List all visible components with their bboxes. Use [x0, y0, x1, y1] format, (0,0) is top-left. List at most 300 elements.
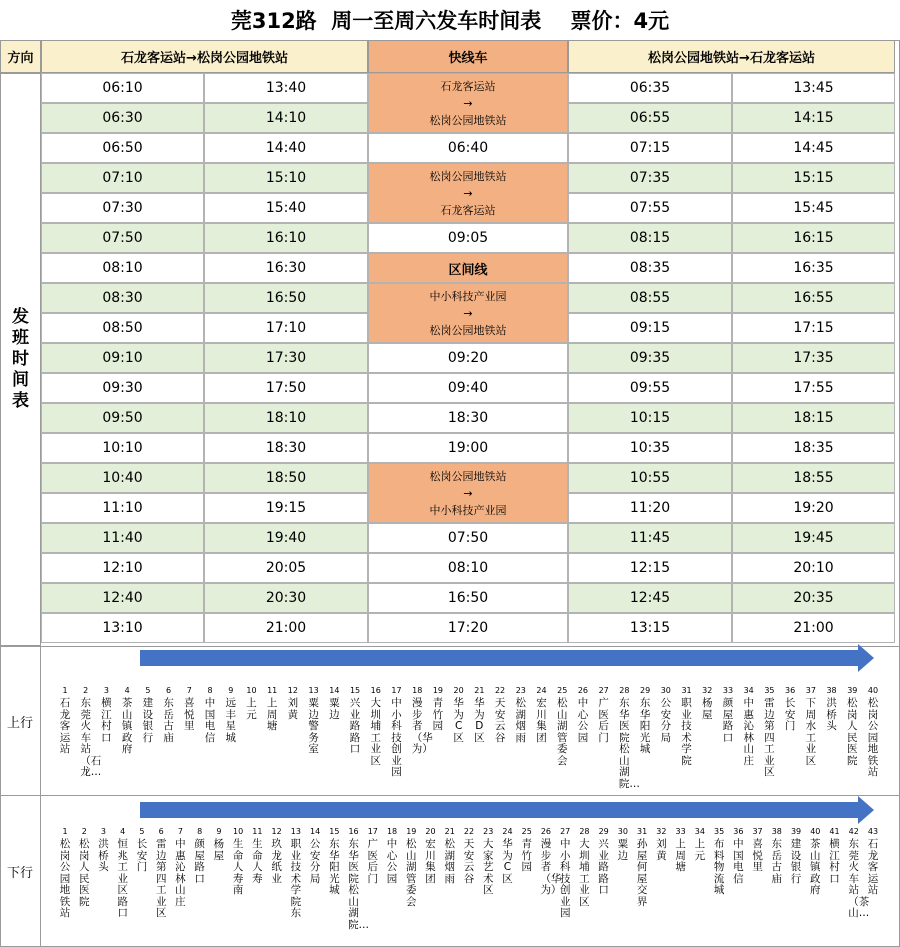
stop-number: 25 — [557, 686, 568, 695]
stop-name: 大家艺术区 — [482, 838, 494, 896]
stop-number: 33 — [675, 827, 686, 836]
departure-time-cell: 15:45 — [732, 193, 895, 223]
departure-time-cell: 11:40 — [41, 523, 204, 553]
route-stop — [511, 685, 531, 744]
stop-number: 23 — [515, 686, 526, 695]
route-stop — [759, 685, 779, 779]
departure-time-cell: 20:30 — [204, 583, 368, 613]
stop-name: 职业技术学院 — [681, 697, 692, 767]
stop-name: 喜悦里 — [752, 838, 763, 873]
departure-time-cell: 09:30 — [41, 373, 204, 403]
departure-time-cell: 17:35 — [732, 343, 895, 373]
stop-number: 20 — [425, 827, 436, 836]
express-time: 09:40 — [368, 373, 568, 403]
departure-time-cell: 11:45 — [568, 523, 732, 553]
stop-number: 13 — [308, 686, 319, 695]
departure-time-cell: 16:55 — [732, 283, 895, 313]
route-stop — [113, 826, 133, 920]
route-stop — [401, 826, 421, 908]
stop-number: 6 — [166, 686, 172, 695]
departure-time-cell: 12:45 — [568, 583, 732, 613]
route-stop — [614, 685, 640, 790]
stop-name: 松岗公园地铁站 — [867, 697, 879, 778]
route-stop — [801, 685, 821, 767]
departure-time-cell: 17:50 — [204, 373, 368, 403]
stop-number: 32 — [656, 827, 667, 836]
departure-time-cell: 08:50 — [41, 313, 204, 343]
departure-time-cell: 08:10 — [41, 253, 204, 283]
route-stop — [497, 826, 517, 885]
departure-time-cell: 16:35 — [732, 253, 895, 283]
stop-number: 30 — [617, 827, 628, 836]
stop-name: 喜悦里 — [184, 697, 195, 732]
route-stop — [228, 826, 248, 897]
route-stop — [594, 685, 614, 744]
route-stop — [536, 826, 562, 897]
route-stop — [718, 685, 738, 744]
route-arrow: → — [463, 306, 473, 320]
route-to: 松岗公园地铁站 — [429, 113, 507, 127]
route-stop — [344, 826, 370, 931]
stop-number: 41 — [829, 827, 840, 836]
route-stop — [552, 685, 572, 767]
departure-time-cell: 16:10 — [204, 223, 368, 253]
stop-name: 恒兆工业区路口 — [117, 838, 128, 919]
stop-name: 远丰星城 — [225, 697, 236, 744]
departure-time-cell: 12:40 — [41, 583, 204, 613]
stop-number: 29 — [598, 827, 609, 836]
stop-name: 大圳埔工业区 — [579, 838, 590, 908]
stop-name: 兴业路路口 — [349, 697, 361, 755]
route-from: 石龙客运站 — [440, 79, 496, 93]
stop-name: 刘黄 — [287, 697, 299, 721]
stop-number: 16 — [348, 827, 359, 836]
stop-name: 中惠沁林山庄 — [743, 697, 754, 767]
stop-name: 松湖烟雨 — [515, 697, 527, 744]
route-stop — [739, 685, 759, 767]
route-stop — [697, 685, 717, 721]
stop-name: 石龙客运站 — [59, 697, 71, 755]
route-stop — [555, 826, 575, 920]
route-stop — [76, 685, 102, 779]
stop-name: 宏川集团 — [536, 697, 547, 744]
stop-number: 6 — [158, 827, 164, 836]
stop-name: 粟边警务室 — [308, 697, 319, 755]
stop-number: 1 — [62, 827, 68, 836]
departure-time-cell: 08:35 — [568, 253, 732, 283]
stop-name: 建设银行 — [790, 838, 802, 885]
departure-time-cell: 06:30 — [41, 103, 204, 133]
route-stop — [305, 826, 325, 885]
stop-name: 雷边第四工业区 — [764, 697, 775, 778]
stop-number: 25 — [521, 827, 532, 836]
stop-name: 长安门 — [136, 838, 148, 873]
route-stop — [179, 685, 199, 733]
stop-name: 华为C区 — [453, 697, 464, 744]
stop-number: 38 — [826, 686, 837, 695]
stop-name: 颜屋路口 — [722, 697, 734, 744]
stop-number: 1 — [62, 686, 68, 695]
upward-stops-band — [0, 646, 900, 795]
route-stop — [671, 826, 691, 874]
stop-name: 建设银行 — [142, 697, 154, 744]
route-stop — [517, 826, 537, 874]
stop-number: 15 — [329, 827, 340, 836]
route-stop — [842, 685, 862, 767]
departure-time-cell: 19:15 — [204, 493, 368, 523]
stop-name: 东莞火车站（石龙… — [80, 697, 102, 778]
stop-name: 青竹园 — [521, 838, 532, 873]
stop-name: 粟边 — [329, 697, 340, 721]
departure-time-cell: 16:30 — [204, 253, 368, 283]
route-stop — [532, 685, 552, 744]
stop-number: 8 — [207, 686, 213, 695]
stop-name: 广医后门 — [367, 838, 379, 885]
stop-name: 青竹园 — [432, 697, 444, 732]
route-stop — [345, 685, 365, 756]
route-stop — [96, 685, 116, 744]
stop-name: 横江村口 — [101, 697, 112, 744]
stop-name: 宏川集团 — [425, 838, 436, 885]
departure-time-cell: 18:35 — [732, 433, 895, 463]
departure-time-cell: 09:35 — [568, 343, 732, 373]
downward-arrow-bar — [140, 802, 860, 818]
stop-number: 24 — [502, 827, 513, 836]
route-stop — [324, 826, 344, 897]
stop-number: 31 — [681, 686, 692, 695]
departure-time-cell: 13:10 — [41, 613, 204, 643]
stop-name: 中国电信 — [204, 697, 216, 744]
downward-arrow-head — [858, 796, 874, 824]
stop-number: 43 — [867, 827, 879, 836]
route-stop — [209, 826, 229, 862]
stop-name: 中小科技创业园 — [559, 838, 571, 919]
departure-time-cell: 14:45 — [732, 133, 895, 163]
route-from: 松岗公园地铁站 — [429, 169, 507, 183]
route-to: 中小科技产业园 — [429, 503, 507, 517]
stop-name: 玖龙纸业 — [271, 838, 282, 885]
departure-time-cell: 19:20 — [732, 493, 895, 523]
route-stop — [459, 826, 479, 885]
route-stop — [613, 826, 633, 862]
route-stop — [635, 685, 655, 756]
route-stop — [324, 685, 344, 721]
stop-number: 35 — [764, 686, 775, 695]
express-header: 快线车 — [368, 40, 568, 73]
stop-name: 茶山镇政府 — [121, 697, 133, 755]
departure-time-cell: 18:10 — [204, 403, 368, 433]
departure-time-cell: 13:40 — [204, 73, 368, 103]
stop-number: 28 — [579, 827, 590, 836]
express-route-4 — [368, 463, 568, 523]
departure-time-cell: 09:55 — [568, 373, 732, 403]
route-stop — [428, 685, 448, 733]
stop-name: 杨屋 — [702, 697, 713, 721]
departure-time-cell: 11:20 — [568, 493, 732, 523]
stop-name: 杨屋 — [213, 838, 225, 862]
departure-time-cell: 10:35 — [568, 433, 732, 463]
route-stop — [170, 826, 190, 908]
stop-number: 37 — [752, 827, 763, 836]
stop-name: 公安分局 — [660, 697, 672, 744]
departure-time-cell: 07:30 — [41, 193, 204, 223]
departure-time-cell: 17:55 — [732, 373, 895, 403]
stop-number: 42 — [848, 827, 859, 836]
route-stop — [709, 826, 729, 897]
stop-number: 20 — [453, 686, 464, 695]
departure-time-cell: 17:10 — [204, 313, 368, 343]
route-stop — [478, 826, 498, 897]
route-stop — [304, 685, 324, 756]
departure-time-cell: 07:15 — [568, 133, 732, 163]
stop-number: 26 — [540, 827, 552, 836]
stop-number: 26 — [577, 686, 589, 695]
express-time: 19:00 — [368, 433, 568, 463]
route-stop — [200, 685, 220, 744]
stop-name: 洪桥头 — [826, 697, 837, 732]
stop-name: 上元 — [246, 697, 257, 721]
stop-name: 天安云谷 — [463, 838, 475, 885]
route-stop — [366, 685, 386, 767]
stop-name: 洪桥头 — [98, 838, 109, 873]
stop-number: 14 — [329, 686, 340, 695]
stop-number: 40 — [867, 686, 879, 695]
stop-number: 17 — [391, 686, 402, 695]
stop-name: 东岳古庙 — [163, 697, 174, 744]
stop-name: 中心公园 — [386, 838, 398, 885]
departure-time-cell: 15:10 — [204, 163, 368, 193]
route-stop — [55, 826, 75, 920]
inbound-header: 松岗公园地铁站→石龙客运站 — [568, 40, 895, 73]
stop-number: 38 — [771, 827, 782, 836]
departure-time-cell: 09:15 — [568, 313, 732, 343]
departure-time-cell: 21:00 — [732, 613, 895, 643]
departure-time-cell: 17:15 — [732, 313, 895, 343]
express-time: 07:50 — [368, 523, 568, 553]
departure-time-cell: 18:55 — [732, 463, 895, 493]
departure-time-cell: 19:45 — [732, 523, 895, 553]
departure-time-cell: 13:45 — [732, 73, 895, 103]
express-route-2 — [368, 163, 568, 223]
stop-number: 17 — [367, 827, 378, 836]
route-stop — [780, 685, 800, 733]
departure-time-cell: 16:50 — [204, 283, 368, 313]
departure-time-cell: 14:40 — [204, 133, 368, 163]
direction-header: 方向 — [0, 40, 41, 73]
stop-number: 23 — [483, 827, 494, 836]
stop-number: 10 — [233, 827, 244, 836]
route-stop — [267, 826, 287, 885]
departure-time-cell: 18:50 — [204, 463, 368, 493]
stop-name: 大圳埔工业区 — [370, 697, 382, 767]
departure-time-cell: 10:15 — [568, 403, 732, 433]
route-from: 松岗公园地铁站 — [429, 469, 507, 483]
stop-number: 3 — [103, 686, 109, 695]
upward-label: 上行 — [0, 647, 41, 795]
departure-time-cell: 09:50 — [41, 403, 204, 433]
express-time: 08:10 — [368, 553, 568, 583]
stop-number: 36 — [785, 686, 796, 695]
stop-number: 3 — [100, 827, 107, 836]
stop-number: 32 — [702, 686, 713, 695]
stop-number: 15 — [349, 686, 361, 695]
departure-time-cell: 06:55 — [568, 103, 732, 133]
stop-number: 34 — [743, 686, 754, 695]
stop-number: 18 — [386, 827, 398, 836]
express-time-1: 06:40 — [368, 133, 568, 163]
stop-name: 职业技术学院东 — [290, 838, 302, 919]
stop-name: 天安云谷 — [494, 697, 506, 744]
stop-number: 2 — [83, 686, 89, 695]
departure-time-cell: 10:55 — [568, 463, 732, 493]
departure-time-cell: 15:15 — [732, 163, 895, 193]
stop-number: 21 — [474, 686, 485, 695]
route-from: 中小科技产业园 — [429, 289, 507, 303]
stop-name: 漫步者（华为） — [540, 838, 562, 896]
express-time-2: 09:05 — [368, 223, 568, 253]
stop-name: 上周塘 — [675, 838, 686, 873]
departure-time-cell: 10:40 — [41, 463, 204, 493]
stop-name: 中小科技创业园 — [391, 697, 402, 778]
route-stop — [728, 826, 748, 885]
departure-time-cell: 07:55 — [568, 193, 732, 223]
departure-time-cell: 06:50 — [41, 133, 204, 163]
stop-number: 40 — [810, 827, 821, 836]
departure-time-cell: 06:10 — [41, 73, 204, 103]
route-stop — [825, 826, 845, 885]
route-to: 松岗公园地铁站 — [429, 323, 507, 337]
stop-name: 中国电信 — [733, 838, 744, 885]
route-stop — [382, 826, 402, 885]
route-stop — [632, 826, 652, 908]
stop-number: 34 — [694, 827, 705, 836]
express-route-3 — [368, 283, 568, 343]
stop-number: 18 — [412, 686, 423, 695]
departure-time-cell: 07:35 — [568, 163, 732, 193]
route-stop — [573, 685, 593, 744]
stop-number: 22 — [494, 686, 506, 695]
departure-time-cell: 20:05 — [204, 553, 368, 583]
departure-time-cell: 18:30 — [204, 433, 368, 463]
stop-name: 东华医院松山湖院… — [618, 697, 640, 790]
route-stop — [786, 826, 806, 885]
stop-name: 松岗公园地铁站 — [59, 838, 71, 919]
route-arrow: → — [463, 486, 473, 500]
stop-number: 39 — [790, 827, 802, 836]
schedule-side-label — [0, 73, 41, 646]
stop-number: 10 — [246, 686, 257, 695]
stop-name: 刘黄 — [656, 838, 667, 862]
stop-name: 孙屋何屋交界 — [636, 838, 648, 908]
route-stop — [286, 826, 306, 920]
departure-time-cell: 08:30 — [41, 283, 204, 313]
departure-time-cell: 06:35 — [568, 73, 732, 103]
route-stop — [407, 685, 433, 756]
stop-name: 东岳古庙 — [771, 838, 783, 885]
departure-time-cell: 07:10 — [41, 163, 204, 193]
route-arrow: → — [463, 96, 473, 110]
route-stop — [748, 826, 768, 874]
stop-number: 5 — [145, 686, 151, 695]
stop-name: 上元 — [694, 838, 706, 862]
route-stop — [386, 685, 406, 779]
route-stop — [363, 826, 383, 885]
route-stop — [190, 826, 210, 885]
route-stop — [449, 685, 469, 744]
route-stop — [490, 685, 510, 744]
departure-time-cell: 20:35 — [732, 583, 895, 613]
departure-time-cell: 12:15 — [568, 553, 732, 583]
stop-number: 2 — [81, 827, 87, 836]
stop-name: 东华阳光城 — [329, 838, 340, 896]
route-stop — [247, 826, 267, 885]
schedule-side-label-text: 发班时间表 — [12, 307, 29, 411]
stop-number: 36 — [733, 827, 744, 836]
route-stop — [151, 826, 171, 920]
stop-number: 12 — [287, 686, 298, 695]
route-stop — [138, 685, 158, 744]
stop-name: 松湖烟雨 — [444, 838, 455, 885]
stop-number: 9 — [228, 686, 234, 695]
stop-number: 27 — [560, 827, 571, 836]
route-stop — [656, 685, 676, 744]
departure-time-cell: 20:10 — [732, 553, 895, 583]
stop-number: 12 — [271, 827, 282, 836]
route-stop — [221, 685, 241, 744]
departure-time-cell: 14:15 — [732, 103, 895, 133]
stop-name: 东华医院松山湖院… — [348, 838, 370, 931]
stop-number: 28 — [619, 686, 630, 695]
stop-number: 19 — [432, 686, 444, 695]
stop-number: 37 — [805, 686, 816, 695]
section-line-label: 区间线 — [368, 253, 568, 283]
stop-number: 24 — [536, 686, 547, 695]
route-stop — [469, 685, 489, 744]
stop-number: 7 — [186, 686, 192, 695]
stop-name: 松山湖管委会 — [406, 838, 417, 908]
stop-name: 东华阳光城 — [639, 697, 651, 755]
stop-name: 横江村口 — [829, 838, 840, 885]
stop-number: 19 — [406, 827, 417, 836]
stop-number: 39 — [847, 686, 858, 695]
stop-name: 长安门 — [784, 697, 796, 732]
route-arrow: → — [463, 186, 473, 200]
departure-time-cell: 11:10 — [41, 493, 204, 523]
express-route-1 — [368, 73, 568, 133]
stop-number: 30 — [660, 686, 671, 695]
stop-number: 22 — [463, 827, 475, 836]
stop-name: 东莞火车站（茶山… — [848, 838, 870, 919]
route-stop — [651, 826, 671, 862]
upward-arrow-head — [858, 644, 874, 672]
express-time: 09:20 — [368, 343, 568, 373]
stop-name: 石龙客运站 — [867, 838, 879, 896]
route-stop — [822, 685, 842, 733]
route-stop — [241, 685, 261, 721]
departure-time-cell: 13:15 — [568, 613, 732, 643]
route-stop — [117, 685, 137, 756]
route-stop — [74, 826, 94, 908]
stop-name: 松山湖管委会 — [556, 697, 568, 767]
stop-number: 8 — [197, 827, 203, 836]
route-stop — [767, 826, 787, 885]
route-stop — [594, 826, 614, 897]
departure-time-cell: 16:15 — [732, 223, 895, 253]
stop-name: 中心公园 — [577, 697, 589, 744]
stop-name: 公安分局 — [309, 838, 321, 885]
stop-number: 33 — [722, 686, 734, 695]
downward-stops-band — [0, 795, 900, 947]
